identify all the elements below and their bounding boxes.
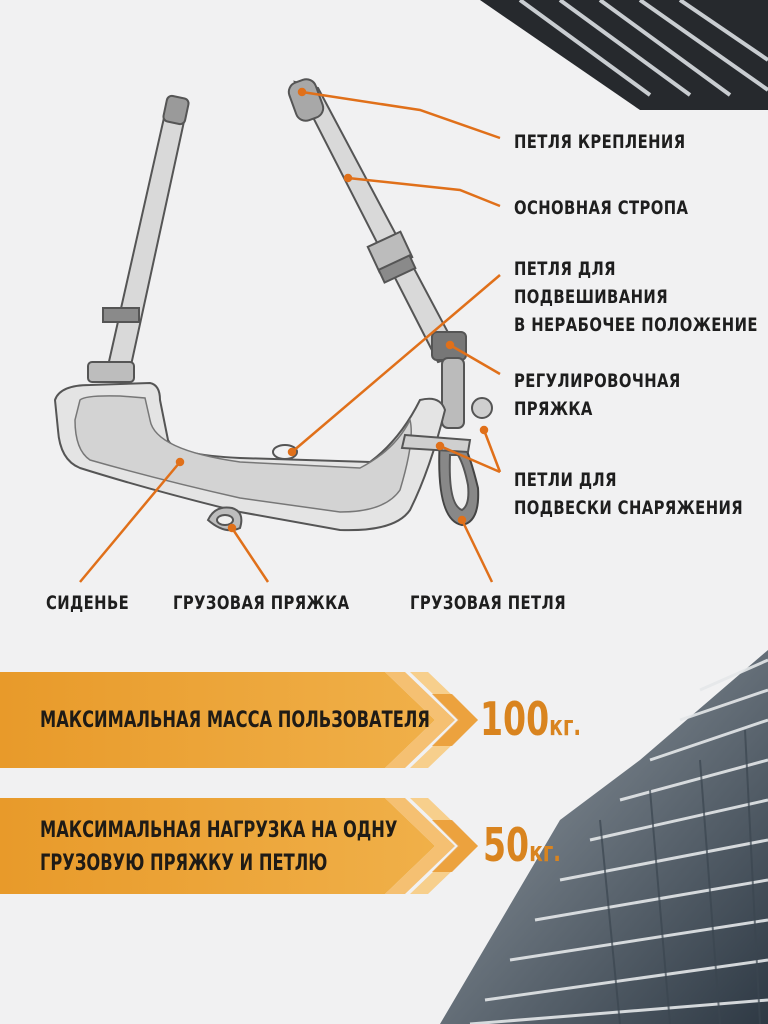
label-storage-loop [514,255,758,339]
label-storage-loop-line-2: ПОДВЕШИВАНИЯ [514,286,669,308]
label-adjust-buckle-line-2: ПРЯЖКА [514,398,593,420]
label-adjust-buckle [514,367,681,423]
spec-2-line-1: МАКСИМАЛЬНАЯ НАГРУЗКА НА ОДНУ [40,818,398,843]
harness-seat-drawing [55,76,492,530]
spec-2-unit: кг. [529,835,561,868]
spec-2-value [483,818,561,872]
label-load-buckle: ГРУЗОВАЯ ПРЯЖКА [173,592,350,614]
label-gear-loops-line-1: ПЕТЛИ ДЛЯ [514,469,617,491]
label-gear-loops-line-2: ПОДВЕСКИ СНАРЯЖЕНИЯ [514,497,744,519]
spec-1-text [40,704,430,737]
spec-2-number: 50 [483,818,530,872]
spec-2-line-2: ГРУЗОВУЮ ПРЯЖКУ И ПЕТЛЮ [40,851,328,876]
label-storage-loop-line-1: ПЕТЛЯ ДЛЯ [514,258,616,280]
label-storage-loop-line-3: В НЕРАБОЧЕЕ ПОЛОЖЕНИЕ [514,314,758,336]
label-main-strap: ОСНОВНАЯ СТРОПА [514,197,689,219]
label-gear-loops [514,466,743,522]
spec-1-line-1: МАКСИМАЛЬНАЯ МАССА ПОЛЬЗОВАТЕЛЯ [40,708,430,733]
label-attachment-loop: ПЕТЛЯ КРЕПЛЕНИЯ [514,131,686,153]
spec-1-number: 100 [480,692,550,746]
label-seat: СИДЕНЬЕ [46,592,130,614]
label-load-loop: ГРУЗОВАЯ ПЕТЛЯ [410,592,567,614]
building-top-decoration [480,0,768,110]
spec-1-unit: кг. [549,709,582,742]
label-adjust-buckle-line-1: РЕГУЛИРОВОЧНАЯ [514,370,681,392]
spec-1-value [480,692,581,746]
spec-2-text [40,814,397,880]
